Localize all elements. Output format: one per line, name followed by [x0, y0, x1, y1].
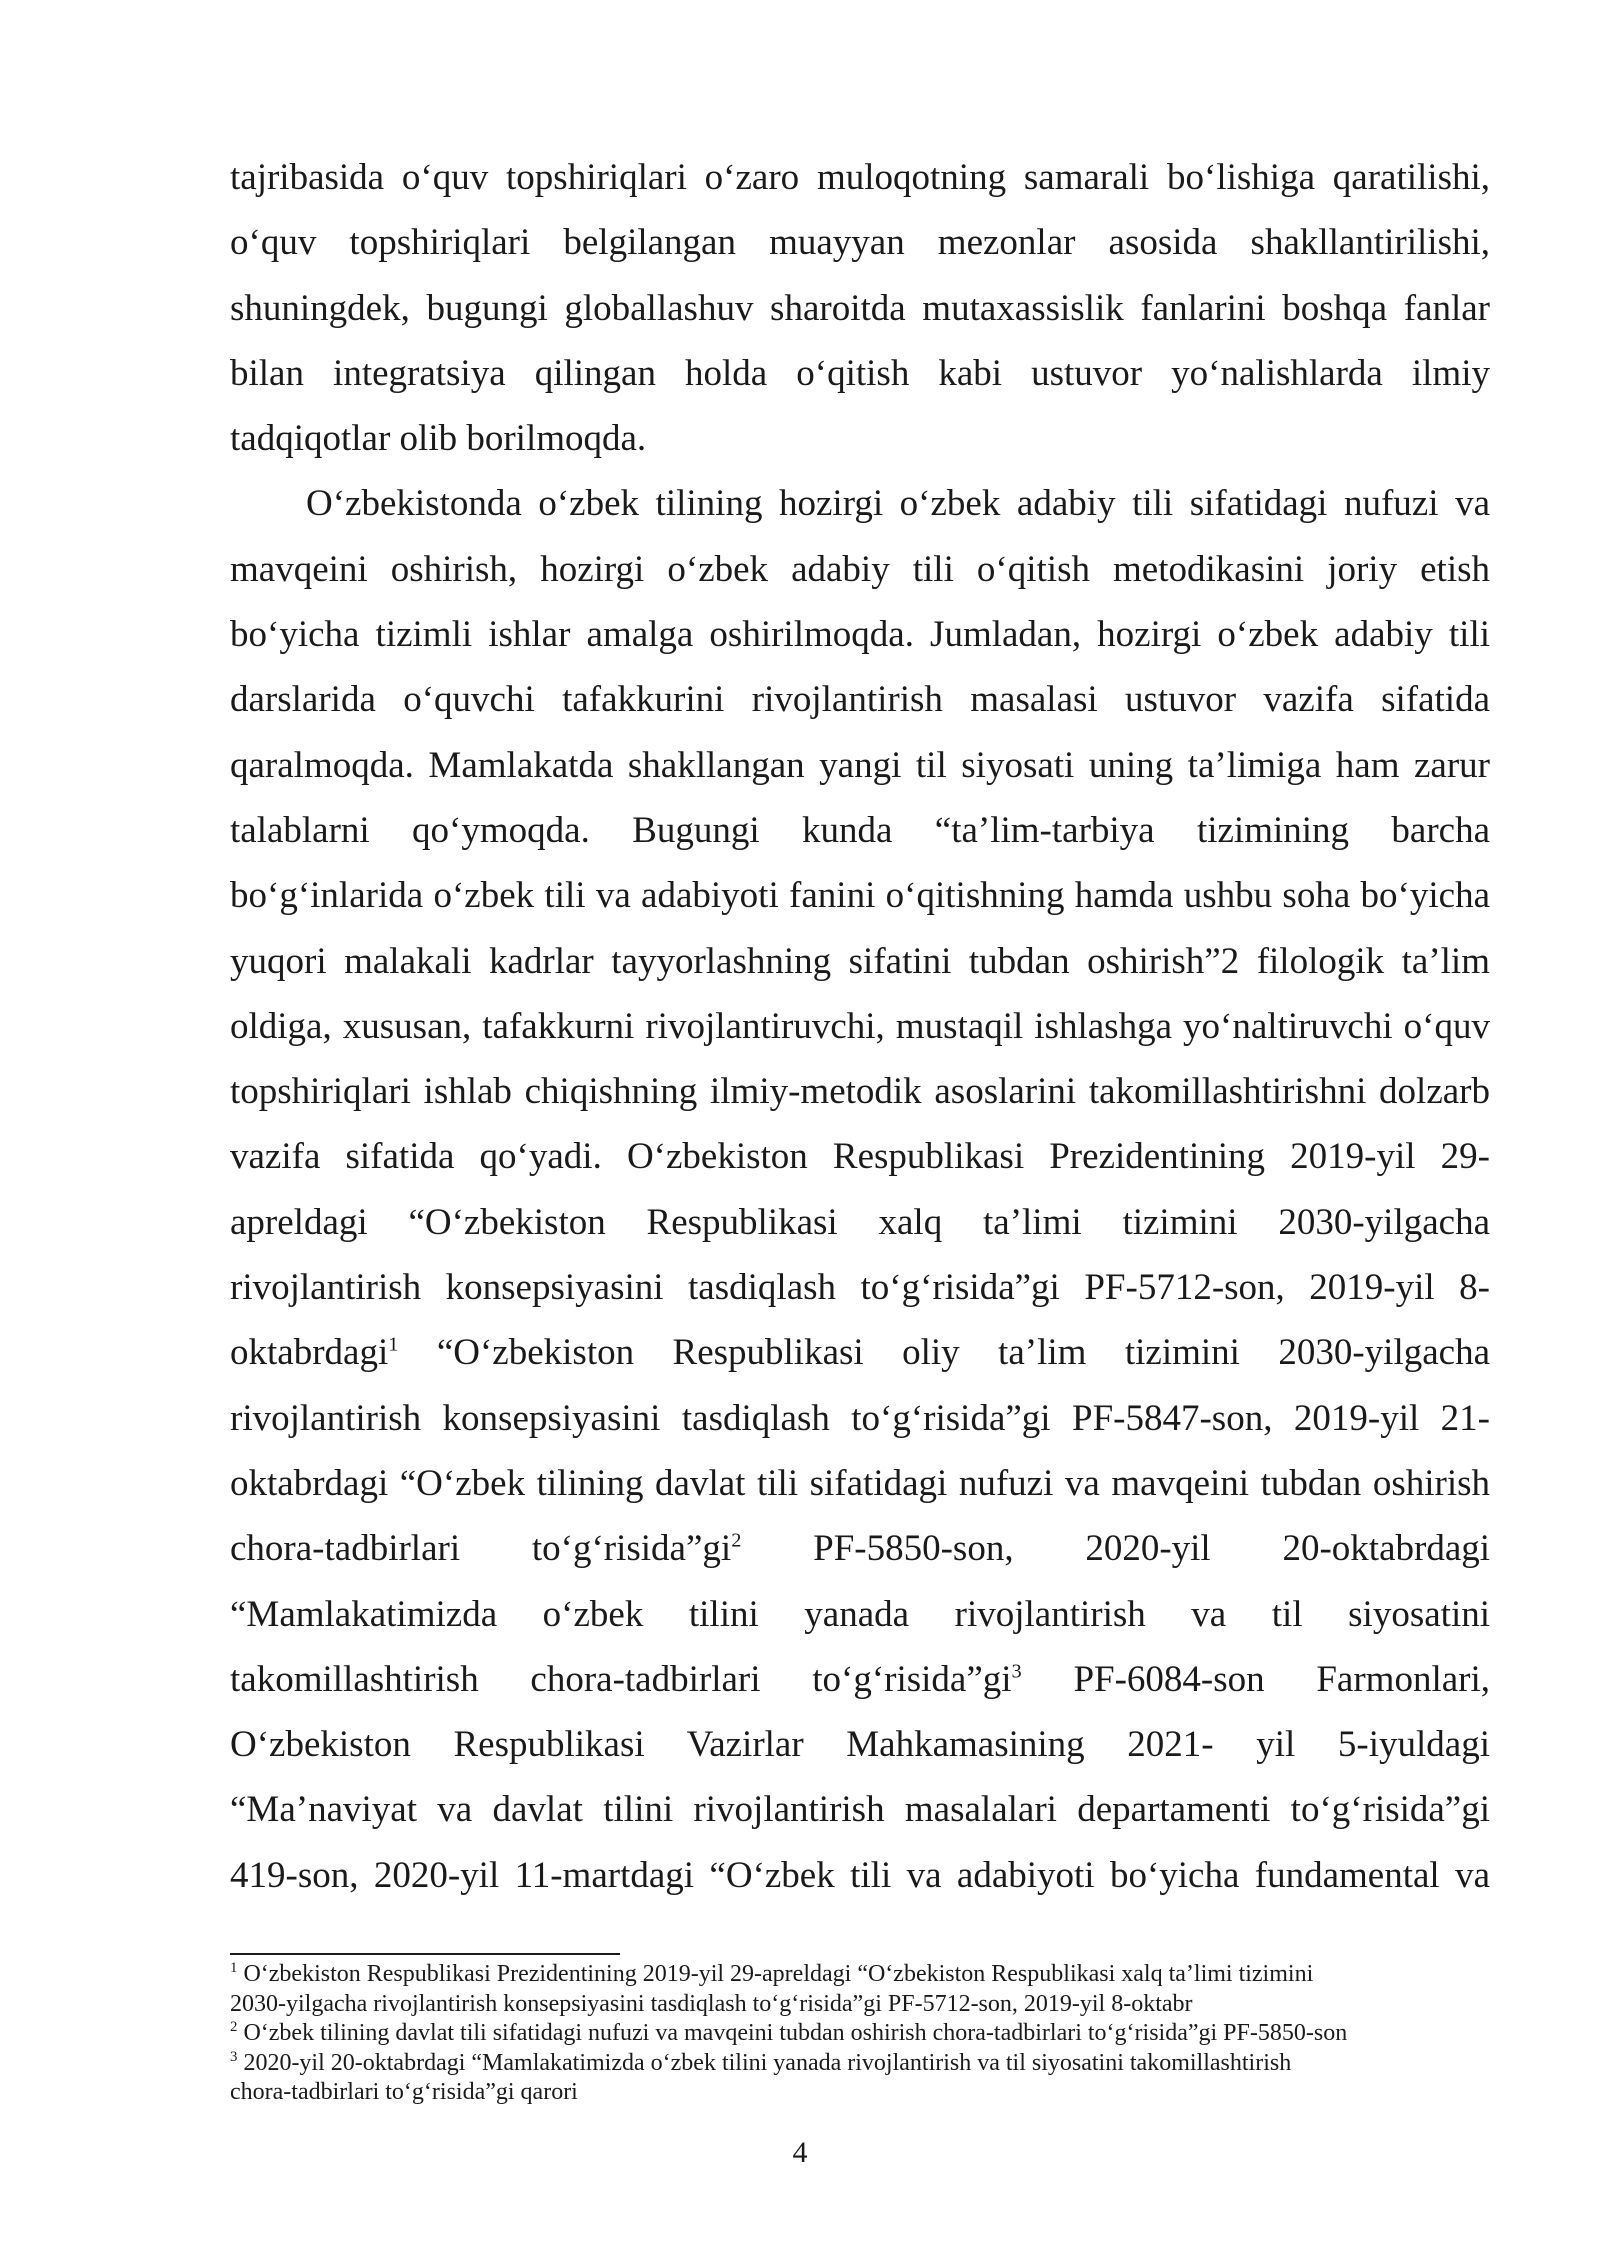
text-line: oldiga, xususan, tafakkurni rivojlantiruvchi, mustaqil ishlashga yo‘naltiruvchi o‘quv: [230, 1005, 1490, 1047]
footnote-ref-1[interactable]: 1: [388, 1334, 399, 1357]
text-line: mavqeini oshirish, hozirgi o‘zbek adabiy tili o‘qitish metodikasini joriy etish: [230, 548, 1490, 590]
footnote-text: 2020-yil 20-oktabrdagi “Mamlakatimizda o‘zbek tilini yanada rivojlantirish va til siyosatini takomillashtirish: [243, 2049, 1292, 2076]
page-number: 4: [792, 2136, 808, 2169]
footnote-text: O‘zbek tilining davlat tili sifatidagi nufuzi va mavqeini tubdan oshirish chora-tadbirlari to‘g‘risida”gi PF-5850-son: [243, 2020, 1348, 2046]
text-fragment: chora-tadbirlari to‘g‘risida”gi: [230, 1528, 732, 1570]
text-line: bo‘g‘inlarida o‘zbek tili va adabiyoti fanini o‘qitishning hamda ushbu soha bo‘yicha: [230, 875, 1490, 917]
text-line: O‘zbekistonda o‘zbek tilining hozirgi o‘zbek adabiy tili sifatidagi nufuzi va: [306, 483, 1490, 525]
footnote-1-cont: 2030-yilgacha rivojlantirish konsepsiyasini tasdiqlash to‘g‘risida”gi PF-5712-son, 2019-yil 8-oktabr: [230, 1990, 1193, 2017]
text-line: vazifa sifatida qo‘yadi. O‘zbekiston Respublikasi Prezidentining 2019-yil 29-: [230, 1136, 1490, 1178]
footnote-mark: 3: [230, 2048, 238, 2065]
text-line: tadqiqotlar olib borilmoqda.: [230, 418, 647, 460]
main-text: [230, 145, 1490, 1908]
text-fragment: PF-6084-son Farmonlari,: [1073, 1658, 1490, 1700]
text-line: tajribasida o‘quv topshiriqlari o‘zaro muloqotning samarali bo‘lishiga qaratilishi,: [230, 157, 1490, 198]
text-line: rivojlantirish konsepsiyasini tasdiqlash to‘g‘risida”gi PF-5847-son, 2019-yil 21-: [230, 1397, 1490, 1439]
paragraph-main: [230, 471, 1490, 1908]
text-line: qaralmoqda. Mamlakatda shakllangan yangi til siyosati uning ta’limiga ham zarur: [230, 744, 1490, 786]
text-fragment: “O‘zbekiston Respublikasi oliy ta’lim tizimini 2030-yilgacha: [436, 1332, 1490, 1374]
text-line: shuningdek, bugungi globallashuv sharoitda mutaxassislik fanlarini boshqa fanlar: [230, 287, 1490, 329]
footnotes: [230, 1960, 1492, 2108]
paragraph-continuation: [230, 145, 1490, 471]
text-line: rivojlantirish konsepsiyasini tasdiqlash to‘g‘risida”gi PF-5712-son, 2019-yil 8-: [230, 1267, 1490, 1309]
text-line: bo‘yicha tizimli ishlar amalga oshirilmoqda. Jumladan, hozirgi o‘zbek adabiy tili: [230, 614, 1490, 656]
text-line: “Mamlakatimizda o‘zbek tilini yanada rivojlantirish va til siyosatini: [230, 1593, 1490, 1635]
text-fragment: takomillashtirish chora-tadbirlari to‘g‘risida”gi: [230, 1658, 1012, 1700]
footnote-3-cont: chora-tadbirlari to‘g‘risida”gi qarori: [230, 2079, 578, 2105]
text-line: bilan integratsiya qilingan holda o‘qitish kabi ustuvor yo‘nalishlarda ilmiy: [230, 352, 1490, 394]
footnote-mark: 1: [230, 1960, 238, 1976]
footnote-1: [230, 1960, 1492, 1990]
text-line: O‘zbekiston Respublikasi Vazirlar Mahkamasining 2021- yil 5-iyuldagi: [230, 1724, 1490, 1766]
footnote-3: [230, 2049, 1492, 2079]
footnote-text: O‘zbekiston Respublikasi Prezidentining 2019-yil 29-apreldagi “O‘zbekiston Respublikasi xalq ta’limi tizimini: [243, 1961, 1314, 1987]
text-line-with-footnote-2: [230, 1516, 1490, 1581]
footnote-ref-2[interactable]: 2: [731, 1529, 742, 1552]
text-line: apreldagi “O‘zbekiston Respublikasi xalq ta’limi tizimini 2030-yilgacha: [230, 1201, 1490, 1243]
footnote-mark: 2: [230, 2019, 238, 2035]
text-line-with-footnote-1: [230, 1320, 1490, 1385]
text-line: topshiriqlari ishlab chiqishning ilmiy-metodik asoslarini takomillashtirishni dolzarb: [230, 1071, 1490, 1113]
footnote-separator: [230, 1953, 620, 1955]
text-line: oktabrdagi “O‘zbek tilining davlat tili sifatidagi nufuzi va mavqeini tubdan oshirish: [230, 1462, 1490, 1504]
text-line: talablarni qo‘ymoqda. Bugungi kunda “ta’lim-tarbiya tizimining barcha: [230, 809, 1490, 851]
footnote-2: [230, 2019, 1492, 2049]
text-line: yuqori malakali kadrlar tayyorlashning sifatini tubdan oshirish”2 filologik ta’lim: [230, 940, 1490, 982]
text-line-with-footnote-3: [230, 1647, 1490, 1712]
text-line: darslarida o‘quvchi tafakkurini rivojlantirish masalasi ustuvor vazifa sifatida: [230, 679, 1490, 721]
footnote-ref-3[interactable]: 3: [1011, 1660, 1022, 1683]
text-line: “Ma’naviyat va davlat tilini rivojlantirish masalalari departamenti to‘g‘risida”gi: [230, 1789, 1490, 1831]
text-fragment: PF-5850-son, 2020-yil 20-oktabrdagi: [813, 1528, 1491, 1570]
text-line: 419-son, 2020-yil 11-martdagi “O‘zbek tili va adabiyoti bo‘yicha fundamental va: [230, 1854, 1490, 1896]
text-fragment: oktabrdagi: [230, 1332, 389, 1374]
text-line: o‘quv topshiriqlari belgilangan muayyan mezonlar asosida shakllantirilishi,: [230, 222, 1490, 264]
